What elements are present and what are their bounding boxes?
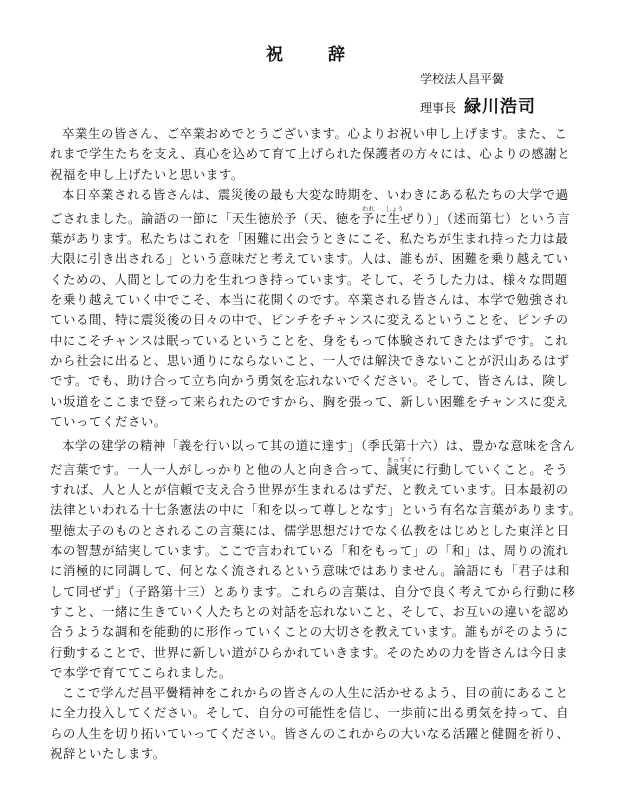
paragraph-line: 法律といわれる十七条憲法の中に「和を以って尊しとなす」という有名な言葉があります。 [50, 502, 582, 518]
paragraph-line: 本学の建学の精神「義を行い以って其の道に達す」（季氏第十六）は、豊かな意味を含ん [62, 438, 576, 454]
ruby-base: 誠実 [386, 462, 413, 478]
ruby-reading: しょう [385, 206, 404, 214]
paragraph-line: くための、人間としての力を生れつき持っています。そして、そうした力は、様々な問題 [50, 271, 568, 287]
paragraph-line: 中にこそチャンスは眠っているということを、身をもって体験されてきたはずです。これ [50, 332, 569, 348]
paragraph-line: すれば、人と人とが信頼で支え合う世界が生まれるはずだ、と教えています。日本最初の [50, 482, 569, 498]
line-segment: ごされました。論語の一節に「天生徳於予（天、徳を [50, 211, 362, 227]
paragraph-line: 本日卒業される皆さんは、震災後の最も大変な時期を、いわきにある私たちの大学で過 [62, 186, 569, 202]
paragraph-line: 行動することで、世界に新しい道がひらかれていきます。そのための力を皆さんは今日ま [50, 644, 569, 660]
paragraph-line: です。でも、助け合って立ち向かう勇気を忘れないでください。そして、皆さんは、険し [50, 373, 569, 389]
document-title: 祝 辞 [266, 45, 359, 65]
paragraph-line: ここで学んだ昌平黌精神をこれからの皆さんの人生に活かせるよう、目の前にあること [62, 685, 569, 701]
paragraph-line: 本の智慧が結実しています。ここで言われている「和をもって」の「和」は、周りの流れ [50, 543, 569, 559]
paragraph-line: 大限に引き出される」という意味だと考えています。人は、誰もが、困難を乗り越えてい [50, 251, 569, 267]
paragraph-line [50, 456, 590, 480]
paragraph-line: を乗り越えていく中でこそ、本当に花開くのです。卒業される皆さんは、本学で勉強され [50, 292, 569, 308]
paragraph-line: に全力投入してください。そして、自分の可能性を信じ、一歩前に出る勇気を持って、自 [50, 705, 570, 721]
paragraph-line: 祝辞といたします。 [50, 746, 166, 762]
paragraph-line: して同ぜず」（子路第十三）とあります。これらの言葉は、自分で良く考えてから行動に移 [50, 583, 576, 599]
ruby-base: 生 [385, 211, 404, 227]
ruby-base: 予 [361, 211, 375, 227]
line-segment: に [374, 211, 388, 227]
paragraph-line: 卒業生の皆さん、ご卒業おめでとうございます。心よりお祝い申し上げます。また、こ [62, 126, 568, 141]
ruby-reading: われ [361, 206, 375, 214]
paragraph-line: すこと、一緒に生きていく人たちとの対話を忘れないこと、そして、お互いの違いを認め [50, 603, 570, 619]
line-segment: ぜり）」（述而第七）という言 [400, 211, 571, 227]
ruby-annotation [361, 206, 375, 227]
line-segment: に行動していくこと。そう [412, 462, 569, 478]
paragraph-line: で本学で育ててこられました。 [50, 664, 232, 680]
paragraph-line: 合うような調和を能動的に形作っていくことの大切さを教えています。誰もがそのように [50, 624, 569, 640]
paragraph-line: から社会に出ると、思い通りにならないこと、一人では解決できないことが沢山あるはず [50, 352, 570, 368]
paragraph-line: 葉があります。私たちはこれを「困難に出会うときにこそ、私たちが生まれ持った力は最 [50, 231, 569, 247]
signature-role: 理事長 [420, 101, 457, 115]
signature [420, 92, 536, 117]
paragraph-line: い坂道をここまで登って来られたのですから、胸を張って、新しい困難をチャンスに変え [50, 393, 569, 409]
line-segment: だ言葉です。一人一人がしっかりと他の人と向き合って、 [50, 462, 387, 478]
paragraph-line: れまで学生たちを支え、真心を込めて育て上げられた保護者の方々には、心よりの感謝と [50, 146, 571, 162]
paragraph-line: に消極的に同調して、何となく流されるという意味ではありません。論語にも「君子は和 [50, 563, 571, 579]
paragraph-line [50, 205, 590, 229]
ruby-annotation [386, 457, 413, 478]
ruby-annotation [385, 206, 404, 227]
paragraph-line: らの人生を切り拓いていってください。皆さんのこれからの大いなる活躍と健闘を祈り、 [50, 725, 570, 741]
signature-name: 緑川浩司 [464, 97, 537, 117]
organization-name: 学校法人昌平黌 [420, 72, 505, 86]
paragraph-line: 聖徳太子のものとされるこの言葉には、儒学思想だけでなく仏教をはじめとした東洋と日 [50, 522, 570, 538]
speech-body [50, 124, 590, 764]
ruby-reading: まっすぐ [386, 457, 413, 465]
paragraph-line: ている間、特に震災後の日々の中で、ピンチをチャンスに変えるということを、ピンチの [50, 312, 569, 328]
paragraph-line: 祝福を申し上げたいと思います。 [50, 166, 244, 182]
paragraph-line: ていってください。 [50, 413, 167, 429]
